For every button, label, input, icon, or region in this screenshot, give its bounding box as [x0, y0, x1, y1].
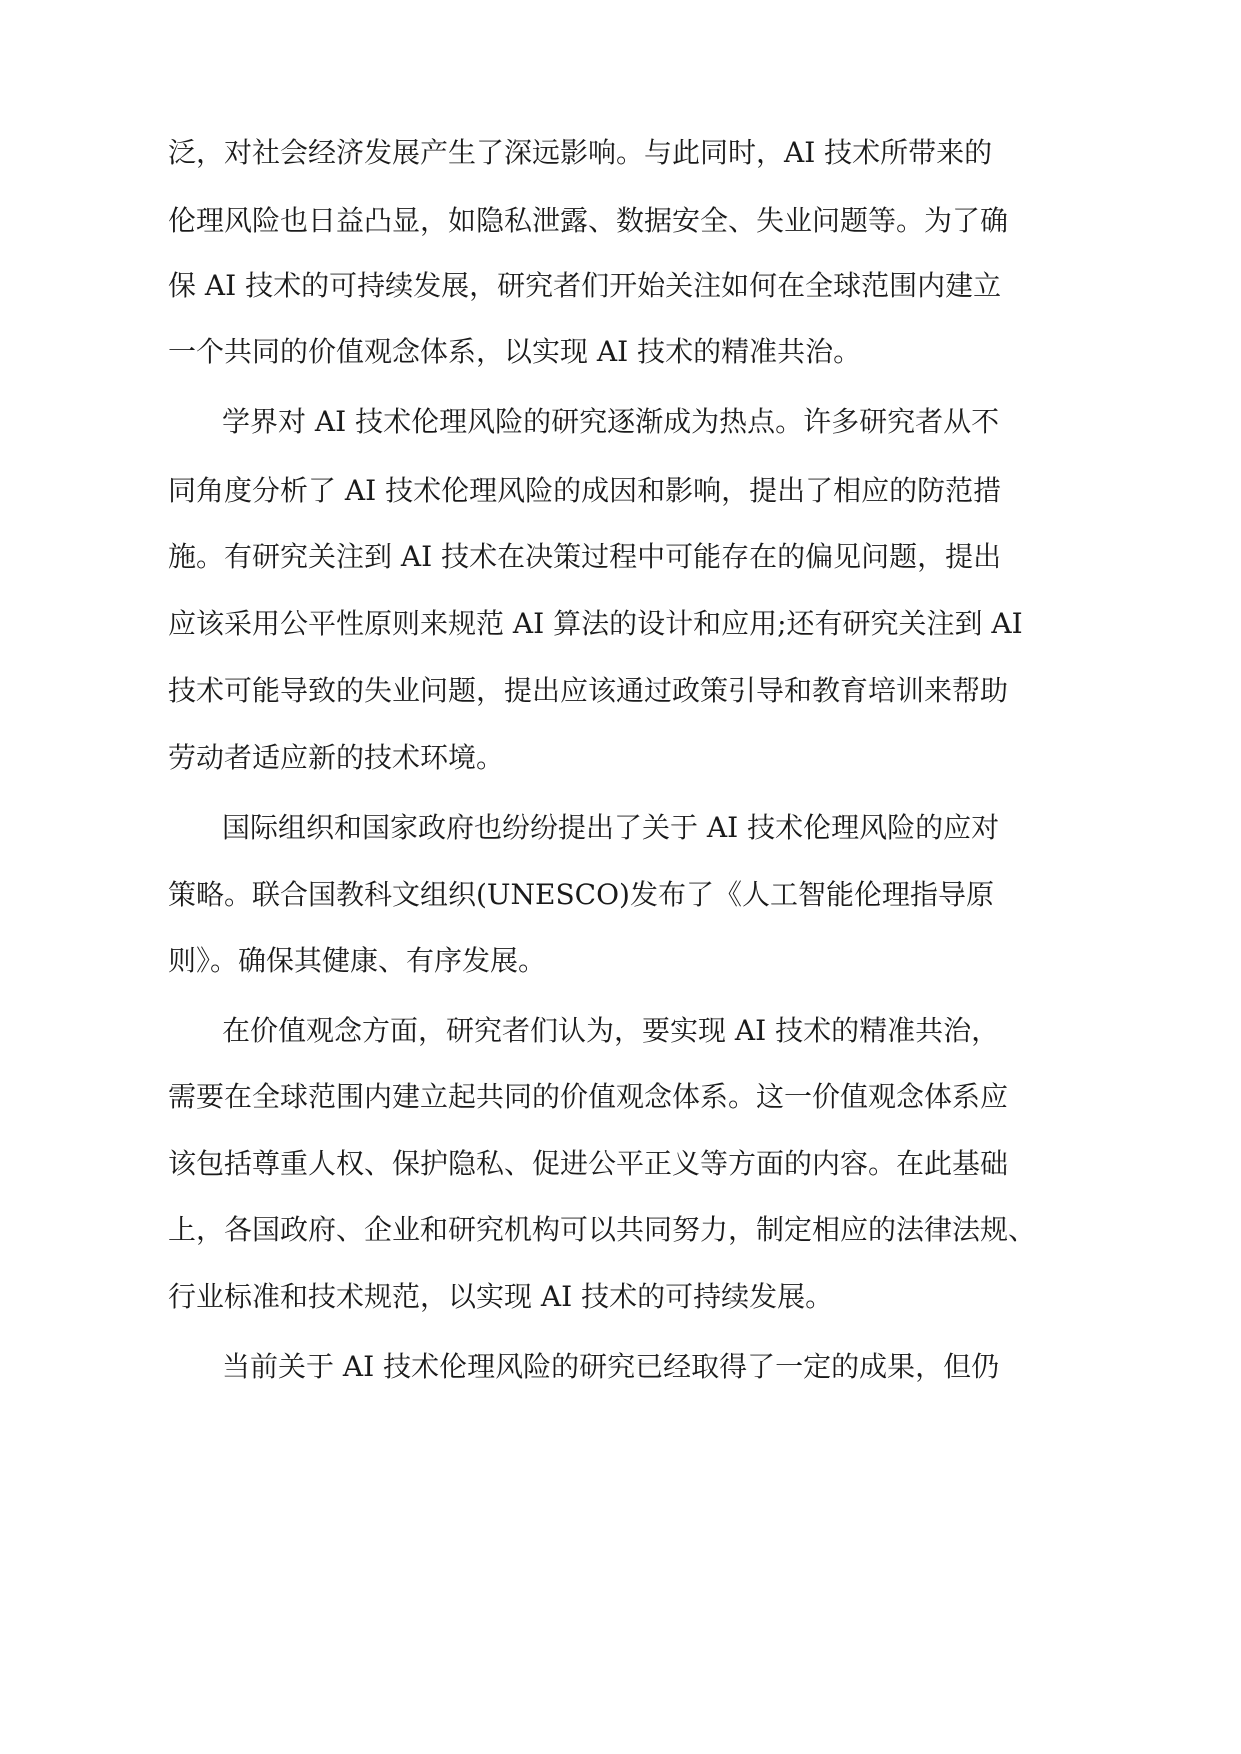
text-line: 当前关于 AI 技术伦理风险的研究已经取得了一定的成果，但仍: [222, 1350, 1000, 1383]
text-line: 则》。确保其健康、有序发展。: [168, 944, 547, 977]
text-line: 国际组织和国家政府也纷纷提出了关于 AI 技术伦理风险的应对: [222, 811, 1000, 844]
text-line: 该包括尊重人权、保护隐私、促进公平正义等方面的内容。在此基础: [168, 1147, 1009, 1180]
text-line: 需要在全球范围内建立起共同的价值观念体系。这一价值观念体系应: [168, 1080, 1009, 1113]
text-line: 策略。联合国教科文组织(UNESCO)发布了《人工智能伦理指导原: [168, 878, 994, 911]
text-line: 行业标准和技术规范，以实现 AI 技术的可持续发展。: [168, 1280, 834, 1313]
text-line: 伦理风险也日益凸显，如隐私泄露、数据安全、失业问题等。为了确: [168, 204, 1009, 237]
text-line: 一个共同的价值观念体系，以实现 AI 技术的精准共治。: [168, 335, 862, 368]
text-line: 保 AI 技术的可持续发展，研究者们开始关注如何在全球范围内建立: [168, 269, 1002, 302]
text-line: 应该采用公平性原则来规范 AI 算法的设计和应用;还有研究关注到 AI: [168, 607, 1023, 640]
text-line: 上，各国政府、企业和研究机构可以共同努力，制定相应的法律法规、: [168, 1213, 1037, 1246]
text-line: 技术可能导致的失业问题，提出应该通过政策引导和教育培训来帮助: [168, 674, 1009, 707]
text-line: 同角度分析了 AI 技术伦理风险的成因和影响，提出了相应的防范措: [168, 474, 1002, 507]
text-line: 施。有研究关注到 AI 技术在决策过程中可能存在的偏见问题，提出: [168, 540, 1002, 573]
text-line: 学界对 AI 技术伦理风险的研究逐渐成为热点。许多研究者从不: [222, 405, 1000, 438]
text-line: 泛，对社会经济发展产生了深远影响。与此同时，AI 技术所带来的: [168, 136, 993, 169]
text-line: 劳动者适应新的技术环境。: [168, 741, 505, 774]
text-line: 在价值观念方面，研究者们认为，要实现 AI 技术的精准共治，: [222, 1014, 1000, 1047]
